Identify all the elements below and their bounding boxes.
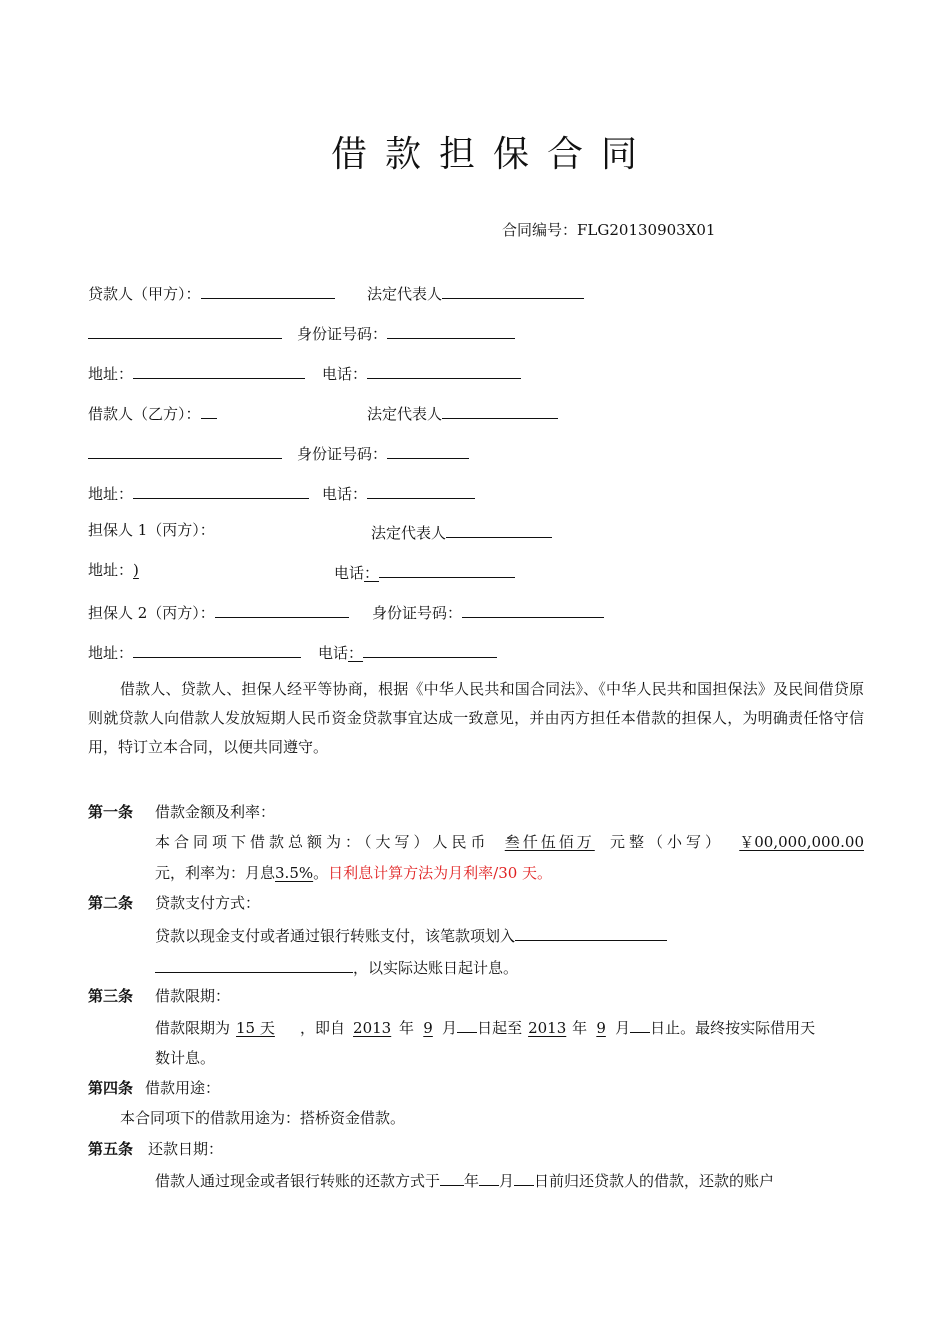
guarantor1-phone-colon: ： — [364, 564, 380, 582]
guarantor1-row — [88, 520, 215, 540]
article-3-text-7: 月 — [615, 1019, 631, 1037]
article-2-title: 第二条 — [88, 894, 134, 912]
article-5-text-3: 月 — [499, 1172, 515, 1190]
guarantor1-phone-row — [334, 560, 515, 583]
article-1-title: 第一条 — [88, 803, 134, 821]
article-3-end-day[interactable] — [630, 1015, 650, 1033]
article-1-amount-lower[interactable]: ￥00,000,000.00 — [739, 833, 864, 851]
guarantor2-id-row — [372, 600, 604, 623]
lender-address-field[interactable] — [133, 361, 305, 379]
borrower-id-row — [88, 441, 282, 464]
article-5-text-4: 日前归还贷款人的借款，还款的账户 — [534, 1172, 775, 1190]
article-3-end-month[interactable]: 9 — [596, 1019, 606, 1037]
lender-blank-field[interactable] — [88, 321, 282, 339]
guarantor1-phone-field[interactable] — [379, 560, 515, 578]
article-2-account-field-2[interactable] — [155, 955, 353, 973]
article-5-month-field[interactable] — [479, 1168, 499, 1186]
article-1-rate[interactable]: 3.5% — [275, 864, 314, 882]
article-3-start-month[interactable]: 9 — [423, 1019, 433, 1037]
guarantor2-address-label: 地址： — [88, 644, 134, 662]
article-1-rate-prefix: 元，利率为：月息 — [155, 864, 276, 882]
borrower-id-field[interactable] — [387, 441, 469, 459]
guarantor2-id-label: 身份证号码： — [372, 604, 463, 622]
document-title: 借款担保合同 — [330, 134, 655, 175]
article-3-text-5: 日起至 — [477, 1019, 523, 1037]
article-3-text-6: 年 — [572, 1019, 588, 1037]
guarantor1-legal-rep-label: 法定代表人 — [371, 524, 447, 542]
guarantor1-address-field[interactable]: ) — [133, 561, 139, 579]
guarantor2-name-field[interactable] — [215, 600, 349, 618]
borrower-address-label: 地址： — [88, 485, 134, 503]
borrower-id-label: 身份证号码： — [297, 445, 388, 463]
lender-id-row — [88, 321, 282, 344]
article-5-heading: 还款日期： — [148, 1140, 224, 1158]
guarantor2-label: 担保人 2（丙方）： — [88, 604, 215, 622]
article-3-text-4: 月 — [442, 1019, 458, 1037]
guarantor2-id-field[interactable] — [462, 600, 604, 618]
article-4-text: 本合同项下的借款用途为：搭桥资金借款。 — [120, 1109, 406, 1127]
article-1-rate-dot: 。 — [313, 864, 329, 882]
lender-phone-field[interactable] — [367, 361, 521, 379]
article-2-payment-text: 贷款以现金支付或者通过银行转账支付，该笔款项划入 — [155, 927, 516, 945]
lender-id-field[interactable] — [387, 321, 515, 339]
borrower-row — [88, 401, 217, 424]
borrower-name-field[interactable] — [201, 401, 217, 419]
borrower-phone-row — [322, 481, 475, 504]
article-2-interest-start: ，以实际达账日起计息。 — [353, 959, 519, 977]
borrower-address-field[interactable] — [133, 481, 309, 499]
guarantor2-phone-label: 电话 — [318, 644, 349, 662]
lender-address-row — [88, 361, 305, 384]
guarantor1-phone-label: 电话 — [334, 564, 365, 582]
article-4-heading: 借款用途： — [145, 1079, 221, 1097]
borrower-rep-row — [367, 401, 558, 424]
article-3-line-1 — [155, 1015, 815, 1038]
article-5-text-2: 年 — [464, 1172, 480, 1190]
article-1-line-2 — [155, 862, 552, 883]
article-3-end-year[interactable]: 2013 — [528, 1019, 567, 1037]
article-2-account-field[interactable] — [515, 923, 667, 941]
lender-legal-rep-field[interactable] — [442, 281, 584, 299]
borrower-legal-rep-field[interactable] — [442, 401, 558, 419]
borrower-blank-field[interactable] — [88, 441, 282, 459]
article-5-title: 第五条 — [88, 1140, 134, 1158]
guarantor2-address-field[interactable] — [133, 640, 301, 658]
lender-name-field[interactable] — [201, 281, 335, 299]
article-3-heading: 借款限期： — [155, 987, 231, 1005]
article-5-line-1 — [155, 1168, 774, 1191]
article-5-year-field[interactable] — [440, 1168, 464, 1186]
guarantor2-phone-colon: ： — [348, 644, 364, 662]
guarantor2-address-row — [88, 640, 301, 663]
guarantor1-label: 担保人 1（丙方）： — [88, 521, 215, 539]
article-3-start-year[interactable]: 2013 — [353, 1019, 392, 1037]
article-1-amount-mid: 元整（小写） — [610, 833, 725, 851]
article-3-text-2: ，即自 — [300, 1019, 346, 1037]
article-5-day-field[interactable] — [514, 1168, 534, 1186]
lender-legal-rep-label: 法定代表人 — [367, 285, 443, 303]
guarantor2-phone-field[interactable] — [363, 640, 497, 658]
borrower-id-row-2 — [297, 441, 469, 464]
article-3-text-3: 年 — [399, 1019, 415, 1037]
article-3-text-1: 借款限期为 — [155, 1019, 231, 1037]
guarantor2-phone-row — [318, 640, 497, 663]
lender-address-label: 地址： — [88, 365, 134, 383]
lender-row — [88, 281, 335, 304]
article-3-start-day[interactable] — [457, 1015, 477, 1033]
article-1-interest-note: 日利息计算方法为月利率/30 天。 — [328, 864, 553, 882]
article-3-text-8: 日止。最终按实际借用天 — [650, 1019, 816, 1037]
guarantor1-rep-row — [371, 520, 552, 543]
guarantor1-address-row — [88, 560, 149, 580]
lender-phone-label: 电话： — [322, 365, 368, 383]
article-3-line-2: 数计息。 — [155, 1049, 216, 1067]
borrower-phone-field[interactable] — [367, 481, 475, 499]
lender-id-row-2 — [297, 321, 515, 344]
borrower-phone-label: 电话： — [322, 485, 368, 503]
lender-phone-row — [322, 361, 521, 384]
borrower-address-row — [88, 481, 309, 504]
lender-rep-row — [367, 281, 584, 304]
article-2-line-2 — [155, 955, 518, 978]
article-4-title: 第四条 — [88, 1079, 134, 1097]
article-1-heading: 借款金额及利率： — [155, 803, 276, 821]
contract-number: 合同编号：FLG20130903X01 — [502, 221, 716, 239]
article-1-line-1 — [155, 831, 864, 852]
article-2-line-1 — [155, 923, 667, 946]
borrower-label: 借款人（乙方）： — [88, 405, 201, 423]
guarantor1-legal-rep-field[interactable] — [446, 520, 552, 538]
lender-id-label: 身份证号码： — [297, 325, 388, 343]
guarantor2-row — [88, 600, 349, 623]
article-1-amount-prefix: 本合同项下借款总额为：（大写）人民币 — [155, 833, 490, 851]
article-3-title: 第三条 — [88, 987, 134, 1005]
article-1-amount-upper[interactable]: 叁仟伍佰万 — [504, 833, 595, 851]
borrower-legal-rep-label: 法定代表人 — [367, 405, 443, 423]
article-3-days[interactable]: 15 天 — [236, 1019, 275, 1037]
article-5-text-1: 借款人通过现金或者银行转账的还款方式于 — [155, 1172, 441, 1190]
lender-label: 贷款人（甲方）： — [88, 285, 201, 303]
guarantor1-address-label: 地址： — [88, 561, 134, 579]
article-2-heading: 贷款支付方式： — [155, 894, 261, 912]
intro-paragraph: 借款人、贷款人、担保人经平等协商，根据《中华人民共和国合同法》、《中华人民共和国担保法》及民间借贷原则就贷款人向借款人发放短期人民币资金贷款事宜达成一致意见，并由丙方担任本借款的担保人，为明确责任恪守信用，特订立本合同，以便共同遵守。 — [88, 680, 864, 756]
